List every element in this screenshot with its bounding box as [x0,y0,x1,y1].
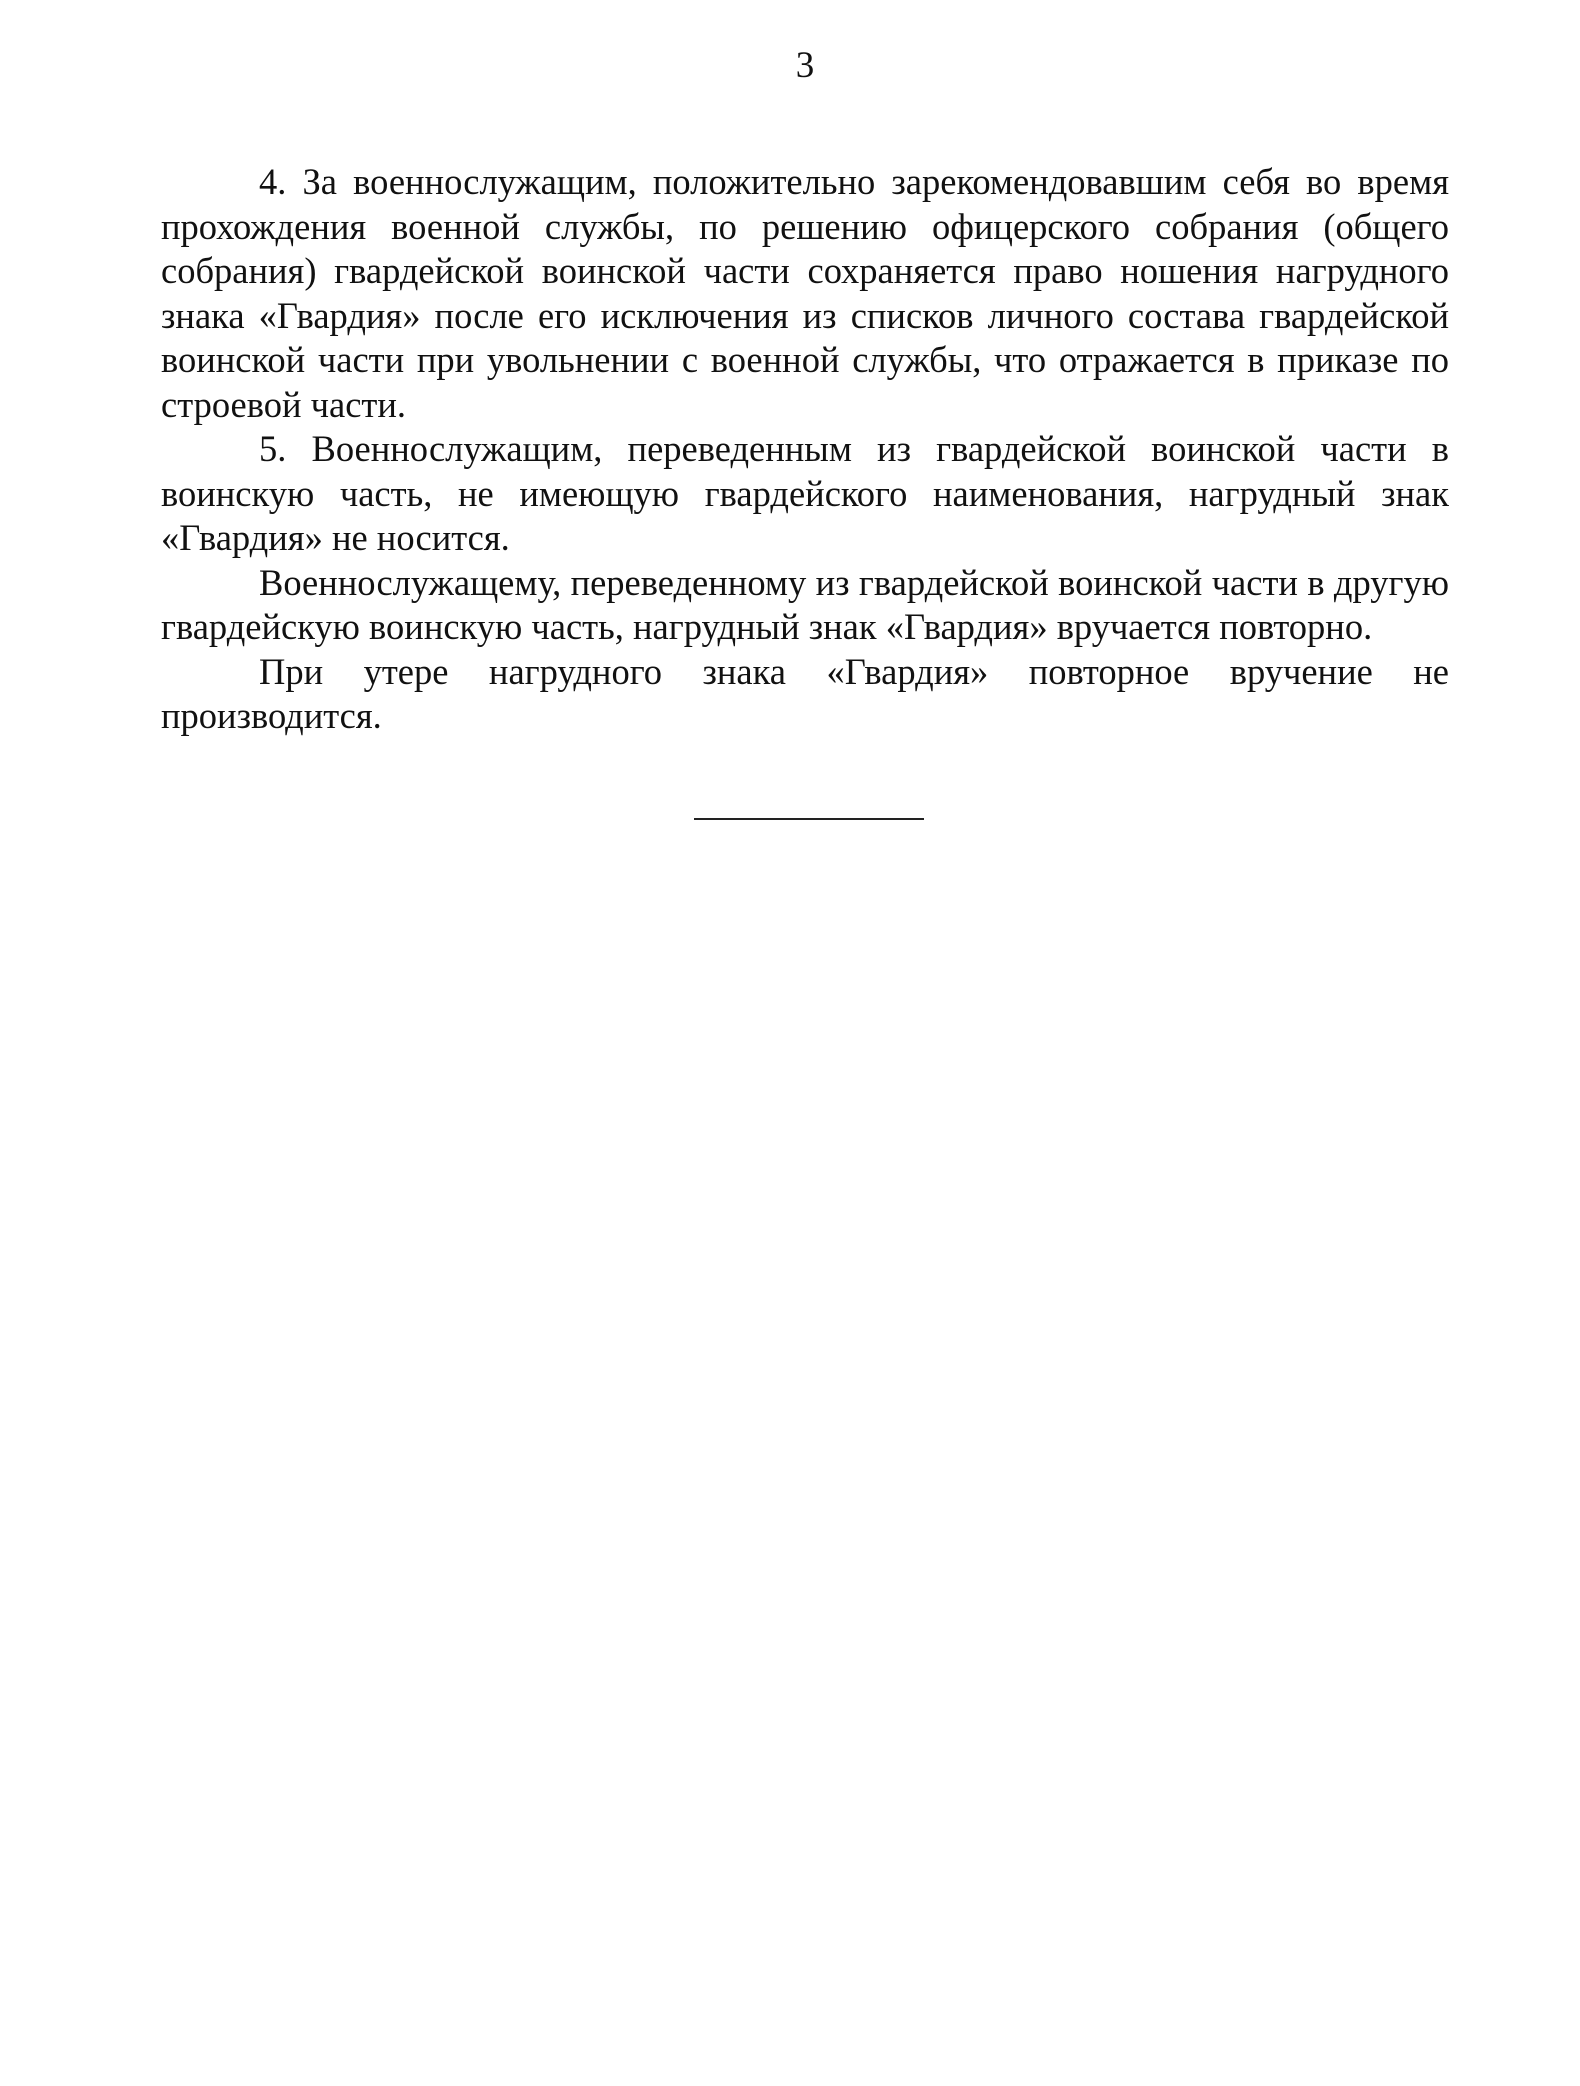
paragraph-item-5: 5. Военнослужащим, переведенным из гвардейской воинской части в воинскую часть, не имеющую гвардейского наименования, нагрудный знак «Гвардия» не носится. [161,428,1449,558]
page-number: 3 [795,45,815,86]
paragraph-transfer-guard-unit: Военнослужащему, переведенному из гвардейской воинской части в другую гвардейскую воинскую часть, нагрудный знак «Гвардия» вручается повторно. [161,561,1449,647]
paragraph-loss-of-badge: При утере нагрудного знака «Гвардия» повторное вручение не производится. [161,650,1449,736]
paragraph-item-4: 4. За военнослужащим, положительно зарекомендовавшим себя во время прохождения военной службы, по решению офицерского собрания (общего собрания) гвардейской воинской части сохраняется право ношения нагрудного знака «Гвардия» после его исключения из списков личного состава гвардейской воинской части при увольнении с военной службы, что отражается в приказе по строевой части. [161,161,1449,425]
document-body [161,160,1449,739]
end-of-text-rule [694,818,924,820]
